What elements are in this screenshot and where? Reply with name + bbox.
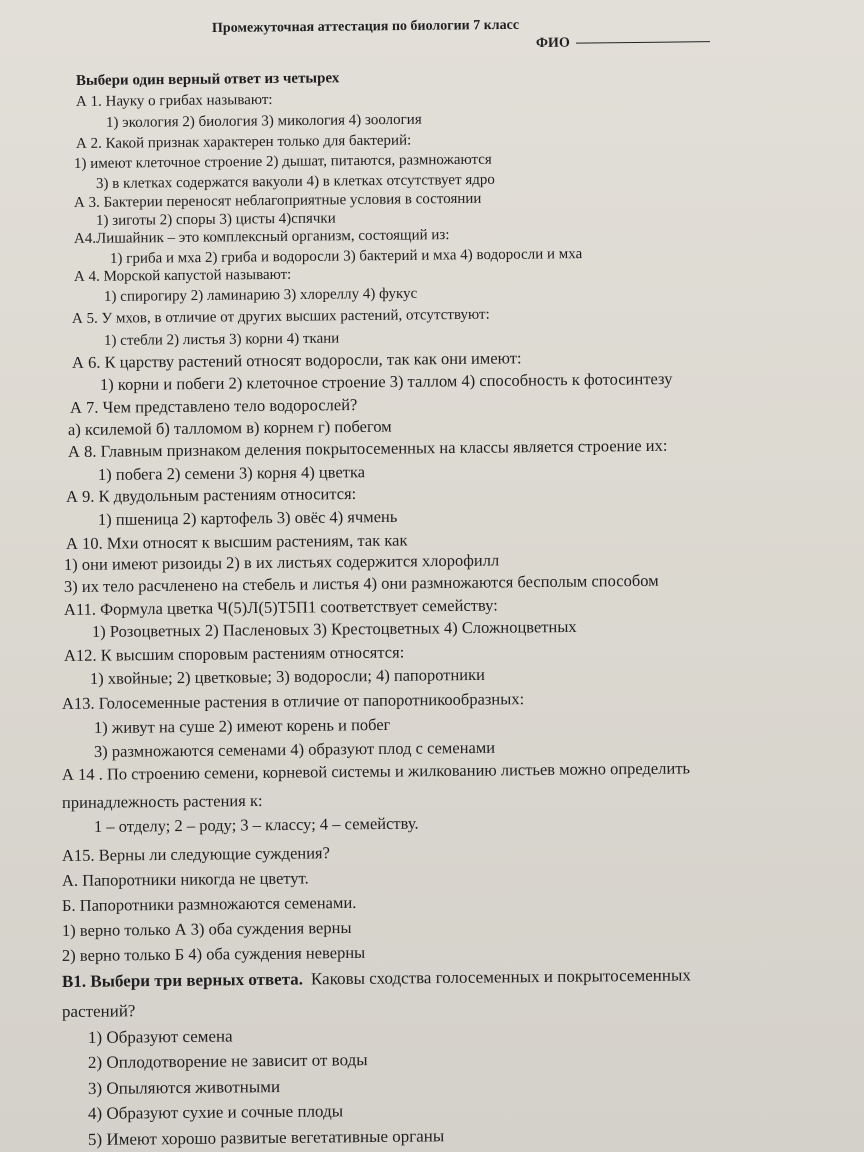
b1-question-text: Каковы сходства голосеменных и покрытосеменных xyxy=(310,965,691,989)
question-a3: А 3. Бактерии переносят неблагоприятные условия в состоянии xyxy=(73,190,482,211)
question-a5: А 5. У мхов, в отличие от других высших растений, отсутствуют: xyxy=(71,306,490,327)
answers-a5: 1) стебли 2) листья 3) корни 4) ткани xyxy=(103,330,340,349)
section-heading: Выбери один верный ответ из четырех xyxy=(75,70,340,89)
question-a9: А 9. К двудольным растениям относится: xyxy=(65,483,357,506)
fio-underline xyxy=(576,41,710,43)
question-a12: А12. К высшим споровым растениям относятся: xyxy=(63,642,405,665)
fio-field xyxy=(536,33,710,53)
question-a13: А13. Голосеменные растения в отличие от папоротникообразных: xyxy=(61,689,525,713)
option-b1-2: 2) Оплодотворение не зависит от воды xyxy=(87,1050,368,1072)
question-a7: А 7. Чем представлено тело водорослей? xyxy=(69,394,358,417)
question-a11: А11. Формула цветка Ч(5)Л(5)Т5П1 соответствует семейству: xyxy=(63,595,498,619)
option-b1-1: 1) Образуют семена xyxy=(87,1026,233,1047)
answers-a7: а) ксилемой б) талломом в) корнем г) побегом xyxy=(67,416,392,439)
question-a8: А 8. Главным признаком деления покрытосеменных на классы является строение их: xyxy=(67,435,668,461)
question-a4-kelp: А 4. Морской капустой называют: xyxy=(73,266,292,285)
question-a14: А 14 . По строению семени, корневой системы и жилкованию листьев можно определить xyxy=(61,758,691,784)
answers-a2-row1: 1) имеют клеточное строение 2) дышат, питаются, размножаются xyxy=(73,151,492,172)
question-b1-cont: растений? xyxy=(61,1001,136,1021)
answers-a15-row1: 1) верно только А 3) оба суждения верны xyxy=(61,917,352,940)
question-a2: А 2. Какой признак характерен только для бактерий: xyxy=(75,132,412,152)
option-b1-4: 4) Образуют сухие и сочные плоды xyxy=(87,1101,344,1123)
option-b1-3: 3) Опыляются животными xyxy=(87,1076,281,1098)
answers-a14: 1 – отделу; 2 – роду; 3 – классу; 4 – семейству. xyxy=(93,813,419,836)
question-a4-lichen: А4.Лишайник – это комплексный организм, состоящий из: xyxy=(73,227,450,247)
answers-a15-row2: 2) верно только Б 4) оба суждения неверны xyxy=(61,942,366,965)
question-a6: А 6. К царству растений относят водоросли, так как они имеют: xyxy=(71,348,522,372)
answers-a4-lichen: 1) гриба и мха 2) гриба и водоросли 3) бактерий и мха 4) водоросли и мха xyxy=(109,246,583,267)
answers-a12: 1) хвойные; 2) цветковые; 3) водоросли; 4) папоротники xyxy=(89,664,486,688)
answers-a8: 1) побега 2) семени 3) корня 4) цветка xyxy=(97,462,366,484)
answers-a13-row1: 1) живут на суше 2) имеют корень и побег xyxy=(93,714,391,737)
answers-a13-row2: 3) размножаются семенами 4) образуют плод с семенами xyxy=(93,737,496,761)
answers-a2-row2: 3) в клетках содержатся вакуоли 4) в клетках отсутствует ядро xyxy=(95,171,495,192)
answers-a1: 1) экология 2) биология 3) микология 4) зоология xyxy=(105,111,422,131)
answers-a4-kelp: 1) спирогиру 2) ламинарию 3) хлореллу 4) фукус xyxy=(103,285,418,305)
statement-a: А. Папоротники никогда не цветут. xyxy=(61,868,309,890)
answers-a10-row2: 3) их тело расчленено на стебель и листья 4) они размножаются бесполым способом xyxy=(63,570,659,596)
b1-instruction: В1. Выбери три верных ответа. xyxy=(61,969,304,991)
fio-label: ФИО xyxy=(535,35,570,51)
answers-a10-row1: 1) они имеют ризоиды 2) в их листьях содержится хлорофилл xyxy=(63,550,500,574)
answers-a11: 1) Розоцветных 2) Пасленовых 3) Крестоцветных 4) Сложноцветных xyxy=(91,616,577,641)
question-a10: А 10. Мхи относят к высшим растениям, так как xyxy=(65,530,408,553)
question-b1 xyxy=(62,964,691,992)
question-a14-cont: принадлежность растения к: xyxy=(61,790,263,812)
statement-b: Б. Папоротники размножаются семенами. xyxy=(61,892,357,915)
question-a15: А15. Верны ли следующие суждения? xyxy=(61,843,331,865)
answers-a6: 1) корни и побеги 2) клеточное строение 3) таллом 4) способность к фотосинтезу xyxy=(99,369,673,394)
option-b1-5: 5) Имеют хорошо развитые вегетативные органы xyxy=(87,1126,445,1149)
answers-a3: 1) зиготы 2) споры 3) цисты 4)спячки xyxy=(95,210,336,229)
page-title: Промежуточная аттестация по биологии 7 класс xyxy=(211,17,520,36)
question-a1: А 1. Науку о грибах называют: xyxy=(75,91,273,110)
answers-a9: 1) пшеница 2) картофель 3) овёс 4) ячмень xyxy=(97,506,398,529)
